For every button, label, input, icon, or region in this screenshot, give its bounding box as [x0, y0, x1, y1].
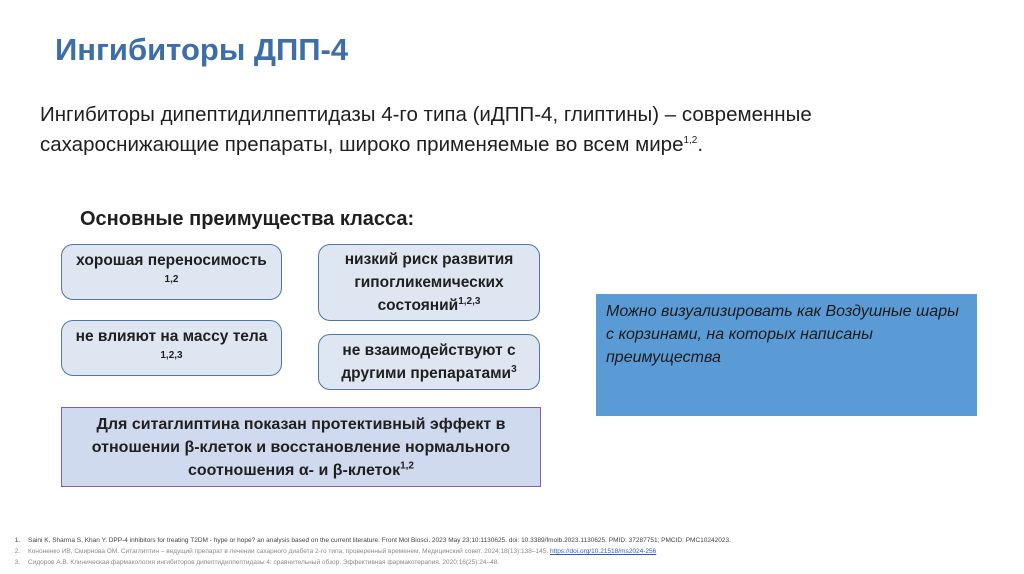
reference-item	[0, 557, 1024, 568]
reference-number: 1.	[14, 537, 20, 544]
advantage-sup: 1,2,3	[458, 295, 481, 307]
advantage-tolerability	[61, 244, 282, 300]
intro-superscript: 1,2	[683, 135, 698, 147]
reference-link[interactable]: https://doi.org/10.21518/ms2024-256	[549, 548, 657, 555]
advantage-text: не влияют на массу тела	[75, 328, 268, 345]
reference-text: Сидоров А.В. Клиническая фармакология ингибиторов дипептидилпептидазы 4: сравнительный обзор. Эффективная фармакотерапия. 2020;16(25):24–48.	[28, 559, 500, 566]
reference-number: 3.	[14, 559, 20, 566]
intro-period: .	[697, 133, 704, 156]
slide-title: Ингибиторы ДПП-4	[55, 32, 349, 67]
advantage-sup: 1,2	[164, 273, 179, 285]
sitagliptin-text: Для ситаглиптина показан протективный эффект в отношении β-клеток и восстановление нормального соотношения α- и β-клеток	[91, 415, 511, 479]
advantage-text: не взаимодействуют с другими препаратами	[341, 342, 516, 382]
advantage-sup: 3	[511, 363, 517, 375]
advantage-text: хорошая переносимость	[76, 252, 267, 269]
intro-line-2: сахароснижающие препараты, широко применяемые во всем мире	[40, 133, 684, 156]
references	[0, 535, 1024, 568]
reference-item	[0, 546, 1024, 557]
advantages-heading: Основные преимущества класса:	[80, 208, 415, 230]
advantage-weight-neutral	[61, 320, 282, 376]
advantage-text: низкий риск развития гипогликемических состояний	[344, 251, 514, 314]
advantage-no-interactions	[318, 334, 540, 390]
reference-item	[0, 535, 1024, 546]
intro-text	[40, 100, 960, 160]
reference-text: Saini K, Sharma S, Khan Y. DPP-4 inhibitors for treating T2DM - hype or hope? an analysis based on the current literature. Front Mol Biosci. 2023 May 23;10:1130625. doi: 10.3389/fmolb.2023.1130625. PMID: 37287751; PMCID: PMC10242023.	[28, 537, 731, 544]
sitagliptin-box	[61, 407, 541, 487]
note-text: Можно визуализировать как Воздушные шары с корзинами, на которых написаны преимущества	[606, 303, 959, 366]
sitagliptin-sup: 1,2	[400, 460, 414, 472]
reference-number: 2.	[14, 548, 20, 555]
advantage-sup: 1,2,3	[160, 349, 183, 361]
reference-text: Кононенко ИВ, Смирнова ОМ. Ситаглиптин – ведущий препарат в лечении сахарного диабета 2-го типа, проверенный временем. Медицинский совет. 2024;18(13):138–145.	[28, 548, 549, 555]
intro-line-1: Ингибиторы дипептидилпептидазы 4-го типа (иДПП-4, глиптины) – современные	[40, 103, 812, 126]
advantage-low-hypoglycemia	[318, 244, 540, 321]
presenter-note-box	[596, 294, 977, 416]
